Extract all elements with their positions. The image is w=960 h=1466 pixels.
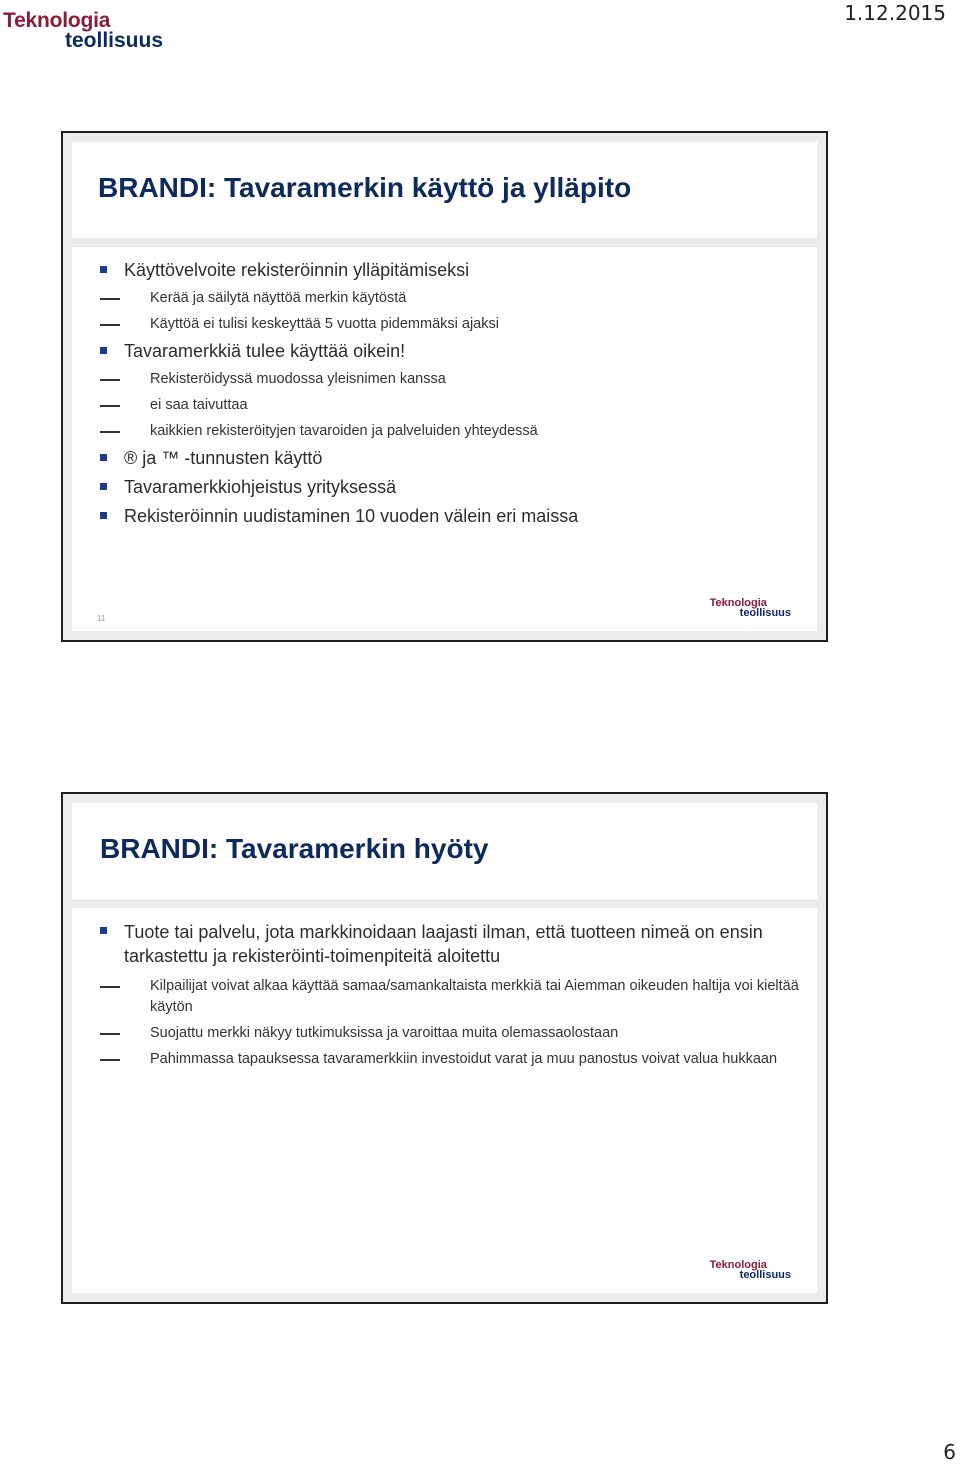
logo-line-2: teollisuus [65,29,164,52]
bullet-text: Käyttövelvoite rekisteröinnin ylläpitämiseksi [124,260,470,280]
slide-logo [710,1260,791,1281]
dash-bullet-icon [100,324,120,326]
header-logo [3,10,163,51]
square-bullet-icon [100,483,107,490]
sub-bullet-item [98,1023,799,1044]
slide-number: 11 [97,614,106,623]
bullet-text: Kerää ja säilytä näyttöä merkin käytöstä [150,290,407,306]
sub-bullet-item [98,421,799,441]
slide-2 [61,792,828,1304]
bullet-text: ® ja ™ -tunnusten käyttö [124,448,323,468]
dash-bullet-icon [100,298,120,300]
bullet-text: Rekisteröinnin uudistaminen 10 vuoden välein eri maissa [124,506,579,526]
sub-bullet-item [98,976,799,1018]
dash-bullet-icon [100,379,120,381]
bullet-list [98,259,799,534]
bullet-item [98,505,799,528]
bullet-text: Tavaramerkkiä tulee käyttää oikein! [124,341,406,361]
sub-bullet-item [98,288,799,308]
slide-body-panel [72,908,817,1293]
bullet-text: Suojattu merkki näkyy tutkimuksissa ja varoittaa muita olemassaolostaan [150,1025,619,1041]
dash-bullet-icon [100,405,120,407]
bullet-item [98,920,799,968]
dash-bullet-icon [100,1059,120,1061]
slide-title: BRANDI: Tavaramerkin hyöty [100,833,489,864]
slide-title-panel [72,803,817,899]
slide-1 [61,131,828,642]
bullet-text: Pahimmassa tapauksessa tavaramerkkiin investoidut varat ja muu panostus voivat valua hukkaan [150,1051,778,1067]
bullet-item [98,259,799,282]
slide-body-panel [72,247,817,631]
logo-line-2: teollisuus [739,607,791,619]
square-bullet-icon [100,927,107,934]
square-bullet-icon [100,454,107,461]
dash-bullet-icon [100,986,120,988]
dash-bullet-icon [100,1033,120,1035]
bullet-item [98,340,799,363]
square-bullet-icon [100,512,107,519]
bullet-text: Rekisteröidyssä muodossa yleisnimen kanssa [150,371,446,387]
square-bullet-icon [100,266,107,273]
slide-logo [710,598,791,619]
bullet-text: Tuote tai palvelu, jota markkinoidaan laajasti ilman, että tuotteen nimeä on ensin tarkastettu ja rekisteröinti-toimenpiteitä aloitettu [124,922,763,966]
square-bullet-icon [100,347,107,354]
bullet-text: kaikkien rekisteröityjen tavaroiden ja palveluiden yhteydessä [150,423,538,439]
bullet-list [98,920,799,1075]
bullet-item [98,476,799,499]
logo-line-1: Teknologia [709,1259,767,1271]
bullet-text: Tavaramerkkiohjeistus yrityksessä [124,477,397,497]
page-date: 1.12.2015 [844,1,946,25]
bullet-item [98,447,799,470]
bullet-text: ei saa taivuttaa [150,397,248,413]
bullet-text: Kilpailijat voivat alkaa käyttää samaa/samankaltaista merkkiä tai Aiemman oikeuden haltija voi kieltää käytön [150,978,799,1015]
sub-bullet-item [98,369,799,389]
logo-line-1: Teknologia [3,9,111,32]
page-number: 6 [943,1440,956,1464]
logo-line-1: Teknologia [709,597,767,609]
dash-bullet-icon [100,431,120,433]
slide-title: BRANDI: Tavaramerkin käyttö ja ylläpito [98,172,632,203]
sub-bullet-item [98,395,799,415]
sub-bullet-item [98,314,799,334]
slide-title-panel [72,142,817,238]
bullet-text: Käyttöä ei tulisi keskeyttää 5 vuotta pidemmäksi ajaksi [150,316,499,332]
logo-line-2: teollisuus [739,1269,791,1281]
sub-bullet-item [98,1049,799,1070]
